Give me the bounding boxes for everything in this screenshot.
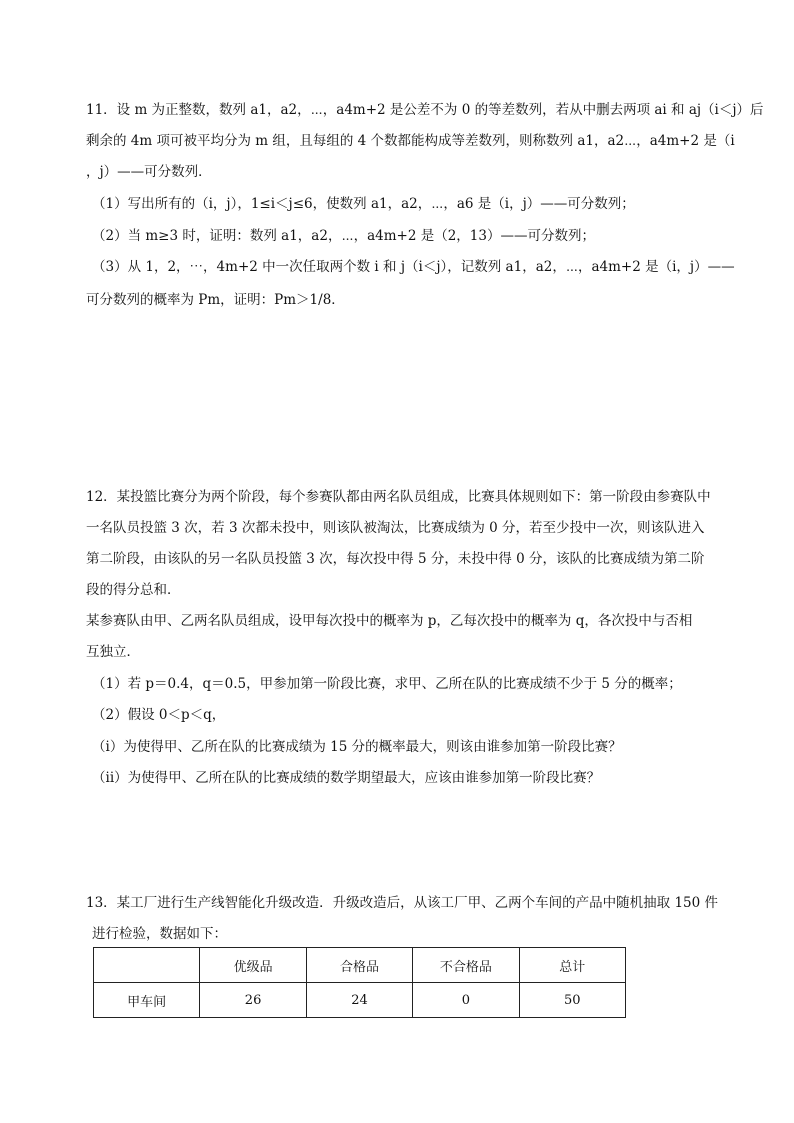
q12-part-1: （1）若 p＝0.4，q＝0.5，甲参加第一阶段比赛，求甲、乙所在队的比赛成绩不少于 5 分的概率； [92, 676, 682, 692]
table-header-row [94, 948, 626, 983]
q11-stem-line-2: 剩余的 4m 项可被平均分为 m 组，且每组的 4 个数都能构成等差数列，则称数列 a1，a2⋯，a4m+2 是（i [86, 133, 735, 149]
q12-part-2: （2）假设 0＜p＜q， [92, 707, 226, 723]
table-header-cell: 不合格品 [413, 948, 519, 983]
q11-part-3: （3）从 1，2，⋯，4m+2 中一次任取两个数 i 和 j（i＜j），记数列 a1，a2，⋯，a4m+2 是（i，j）—— [92, 259, 735, 275]
table-header-cell: 优级品 [200, 948, 306, 983]
q11-part-2: （2）当 m≥3 时，证明：数列 a1，a2，⋯，a4m+2 是（2，13）——可分数列； [92, 228, 595, 244]
table-header-cell: 合格品 [306, 948, 412, 983]
q12-sub-ii: （ii）为使得甲、乙所在队的比赛成绩的数学期望最大，应该由谁参加第一阶段比赛？ [92, 770, 601, 786]
q13-data-table [93, 947, 626, 1018]
q11-part-3-continued: 可分数列的概率为 Pm，证明：Pm＞1/8． [86, 292, 345, 308]
table-header-cell [94, 948, 200, 983]
q12-stem-line-1: 12．某投篮比赛分为两个阶段，每个参赛队都由两名队员组成，比赛具体规则如下：第一阶段由参赛队中 [86, 489, 711, 505]
table-cell: 0 [413, 983, 519, 1018]
table-cell: 26 [200, 983, 306, 1018]
q13-stem-line-1: 13．某工厂进行生产线智能化升级改造．升级改造后，从该工厂甲、乙两个车间的产品中随机抽取 150 件 [86, 895, 719, 911]
q13-stem-line-2: 进行检验，数据如下： [92, 926, 227, 942]
q12-stem-line-4: 段的得分总和． [86, 582, 181, 598]
q11-part-1: （1）写出所有的（i，j），1≤i＜j≤6，使数列 a1，a2，⋯，a6 是（i，j）——可分数列； [92, 196, 635, 212]
q12-stem-line-5: 某参赛队由甲、乙两名队员组成，设甲每次投中的概率为 p，乙每次投中的概率为 q，各次投中与否相 [86, 613, 693, 629]
table-cell: 50 [519, 983, 625, 1018]
table-cell: 甲车间 [94, 983, 200, 1018]
q12-sub-i: （i）为使得甲、乙所在队的比赛成绩为 15 分的概率最大，则该由谁参加第一阶段比赛？ [92, 739, 622, 755]
table-row [94, 983, 626, 1018]
q12-stem-line-2: 一名队员投篮 3 次，若 3 次都未投中，则该队被淘汰，比赛成绩为 0 分，若至少投中一次，则该队进入 [86, 520, 705, 536]
q12-stem-line-6: 互独立． [86, 644, 140, 660]
q11-stem-line-3: ，j）——可分数列． [86, 164, 212, 180]
q12-stem-line-3: 第二阶段，由该队的另一名队员投篮 3 次，每次投中得 5 分，未投中得 0 分，该队的比赛成绩为第二阶 [86, 551, 705, 567]
q11-stem-line-1: 11．设 m 为正整数，数列 a1，a2，⋯，a4m+2 是公差不为 0 的等差数列，若从中删去两项 ai 和 aj（i＜j）后 [86, 102, 764, 118]
table-header-cell: 总计 [519, 948, 625, 983]
table-cell: 24 [306, 983, 412, 1018]
